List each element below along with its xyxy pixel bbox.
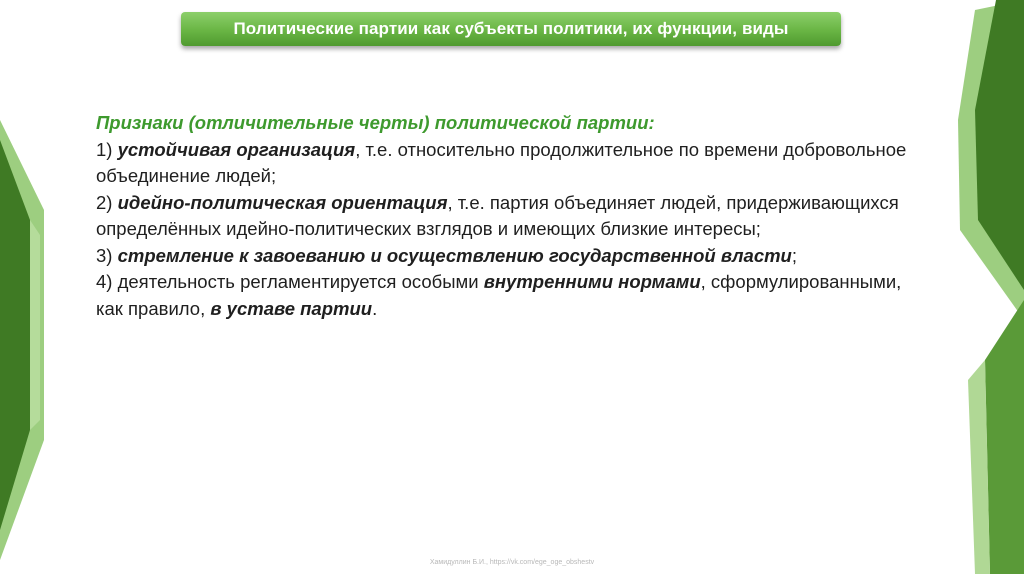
list-item-1 [96, 137, 926, 190]
content-block [96, 110, 926, 322]
footer-credit: Хамидуллин Б.И., https://vk.com/ege_oge_obshestv [429, 559, 595, 566]
list-item-1-emphasis: устойчивая организация [117, 138, 356, 160]
features-heading: Признаки (отличительные черты) политической партии: [96, 112, 655, 133]
left-stripe-highlight [30, 220, 40, 430]
list-item-2-text: , т.е. партия объединяет людей, придерживающихся определённых идейно-политических взглядов и имеющих близкие интересы; [96, 191, 899, 239]
list-item-4-emphasis-2: в уставе партии [210, 297, 373, 319]
list-item-4 [96, 269, 926, 322]
list-item-3 [96, 243, 926, 270]
list-item-3-emphasis: стремление к завоеванию и осуществлению государственной власти [117, 244, 792, 266]
title-bar [181, 12, 841, 46]
list-item-2 [96, 190, 926, 243]
list-item-4-prefix: 4) деятельность регламентируется особыми [96, 271, 484, 292]
list-item-4-middle: , сформулированными, как правило, [96, 271, 902, 319]
list-item-2-prefix: 2) [96, 191, 118, 213]
list-item-2-emphasis: идейно-политическая ориентация [117, 191, 448, 213]
list-item-4-emphasis: внутренними нормами [483, 271, 701, 292]
right-stripe-lower [985, 300, 1024, 574]
list-item-4-text: . [372, 297, 378, 319]
list-item-3-prefix: 3) [96, 244, 118, 266]
list-item-1-text: , т.е. относительно продолжительное по времени добровольное объединение людей; [96, 138, 907, 186]
list-item-1-prefix: 1) [96, 138, 118, 160]
slide-title: Политические партии как субъекты политики, их функции, виды [233, 19, 789, 38]
list-item-3-text: ; [791, 244, 797, 266]
